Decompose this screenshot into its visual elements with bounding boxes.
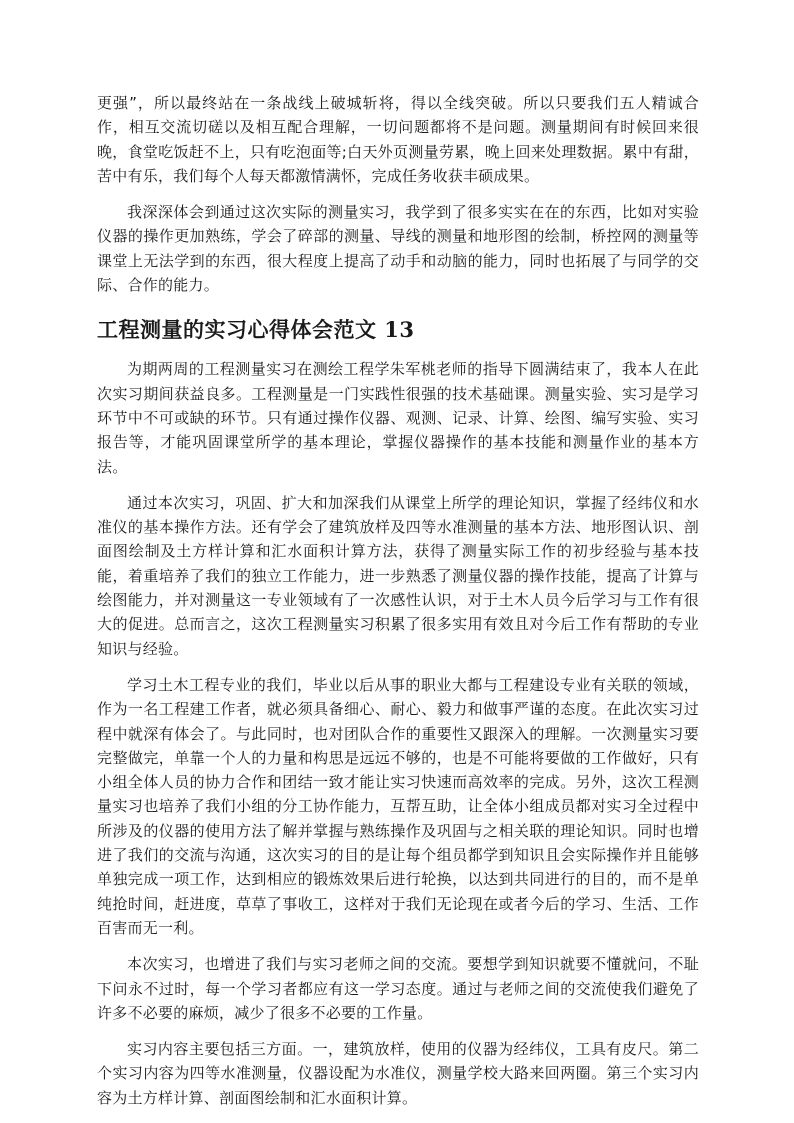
paragraph: 通过本次实习，巩固、扩大和加深我们从课堂上所学的理论知识，掌握了经纬仪和水准仪的基本操作方法。还有学会了建筑放样及四等水准测量的基本方法、地形图认识、剖面图绘制及土方样计算和汇水面积计算方法，获得了测量实际工作的初步经验与基本技能，着重培养了我们的独立工作能力，进一步熟悉了测量仪器的操作技能，提高了计算与绘图能力，并对测量这一专业领域有了一次感性认识，对于土木人员今后学习与工作有很大的促进。总而言之，这次工程测量实习积累了很多实用有效且对今后工作有帮助的专业知识与经验。 <box>97 493 699 658</box>
paragraph: 学习土木工程专业的我们，毕业以后从事的职业大都与工程建设专业有关联的领域，作为一名工程建工作者，就必须具备细心、耐心、毅力和做事严谨的态度。在此次实习过程中就深有体会了。与此同时，也对团队合作的重要性又跟深入的理解。一次测量实习要完整做完，单靠一个人的力量和构思是远远不够的，也是不可能将要做的工作做好，只有小组全体人员的协力合作和团结一致才能让实习快速而高效率的完成。另外，这次工程测量实习也培养了我们小组的分工协作能力，互帮互助，让全体小组成员都对实习全过程中所涉及的仪器的使用方法了解并掌握与熟练操作及巩固与之相关联的理论知识。同时也增进了我们的交流与沟通，这次实习的目的是让每个组员都学到知识且会实际操作并且能够单独完成一项工作，达到相应的锻炼效果后进行轮换，以达到共同进行的目的，而不是单纯抢时间，赶进度，草草了事收工，这样对于我们无论现在或者今后的学习、生活、工作百害而无一利。 <box>97 675 699 937</box>
document-page <box>97 91 699 1122</box>
section-heading: 工程测量的实习心得体会范文 13 <box>97 317 415 343</box>
paragraph: 我深深体会到通过这次实际的测量实习，我学到了很多实实在在的东西，比如对实验仪器的操作更加熟练，学会了碎部的测量、导线的测量和地形图的绘制，桥控网的测量等课堂上无法学到的东西，很大程度上提高了动手和动脑的能力，同时也拓展了与同学的交际、合作的能力。 <box>97 203 699 295</box>
paragraph: 实习内容主要包括三方面。一，建筑放样，使用的仪器为经纬仪，工具有皮尺。第二个实习内容为四等水准测量，仪器设配为水准仪，测量学校大路来回两圈。第三个实习内容为土方样计算、剖面图绘制和汇水面积计算。 <box>97 1040 699 1107</box>
paragraph-continued: 更强”，所以最终站在一条战线上破城斩将，得以全线突破。所以只要我们五人精诚合作，相互交流切磋以及相互配合理解，一切问题都将不是问题。测量期间有时候回来很晚，食堂吃饭赶不上，只有吃泡面等;白天外页测量劳累，晚上回来处理数据。累中有甜，苦中有乐，我们每个人每天都激情满怀，完成任务收获丰硕成果。 <box>97 94 699 185</box>
paragraph: 本次实习，也增进了我们与实习老师之间的交流。要想学到知识就要不懂就问，不耻下问永不过时，每一个学习者都应有这一学习态度。通过与老师之间的交流使我们避免了许多不必要的麻烦，减少了很多不必要的工作量。 <box>97 955 699 1022</box>
paragraph: 为期两周的工程测量实习在测绘工程学朱军桃老师的指导下圆满结束了，我本人在此次实习期间获益良多。工程测量是一门实践性很强的技术基础课。测量实验、实习是学习环节中不可或缺的环节。只有通过操作仪器、观测、记录、计算、绘图、编写实验、实习报告等，才能巩固课堂所学的基本理论，掌握仪器操作的基本技能和测量作业的基本方法。 <box>97 360 699 476</box>
